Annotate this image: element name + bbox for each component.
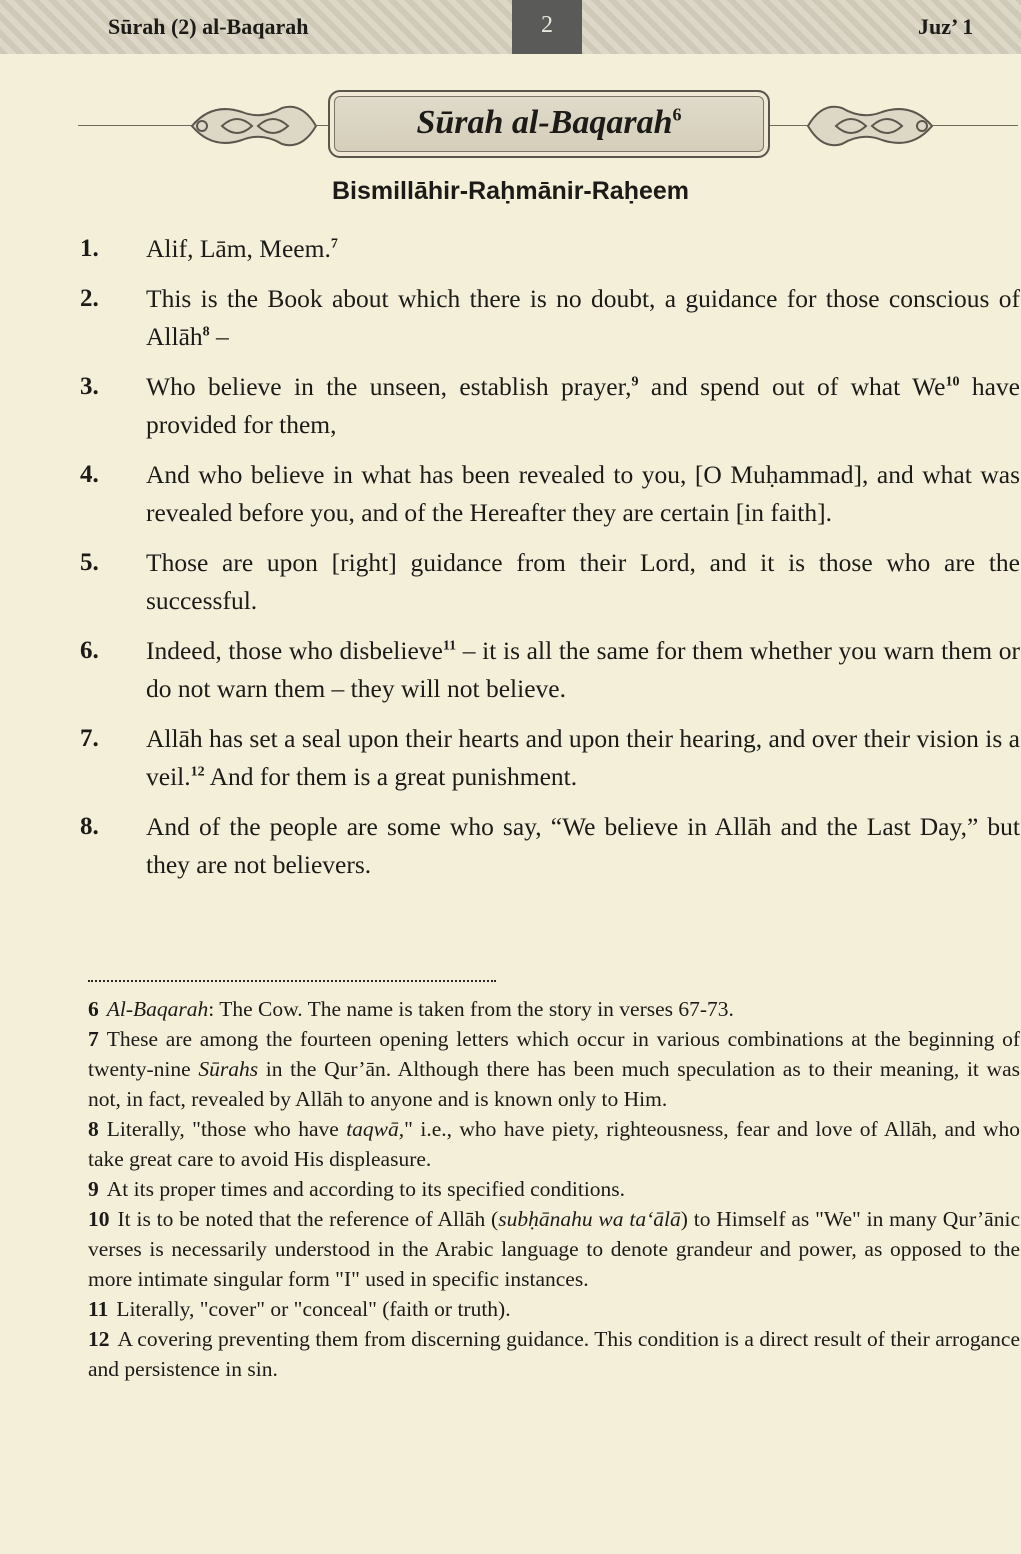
verse: [80, 368, 1020, 444]
verse-number: 2.: [80, 285, 99, 312]
footnote: [88, 994, 1020, 1024]
verse: [80, 808, 1020, 884]
verse-text: [146, 544, 1020, 620]
verse-number: 6.: [80, 637, 99, 664]
text-run: Who believe in the unseen, establish prayer,: [146, 372, 632, 401]
footnote-ref[interactable]: 12: [190, 764, 205, 780]
ornament-right-icon: [802, 98, 942, 154]
text-run: Literally, "cover" or "conceal" (faith or truth).: [116, 1297, 511, 1321]
verse-list: [80, 230, 1020, 896]
footnote-ref[interactable]: 9: [631, 374, 639, 390]
text-run: Alif, Lām, Meem.: [146, 234, 331, 263]
footnote: [88, 1204, 1020, 1294]
text-run: This is the Book about which there is no doubt, a guidance for those conscious of Allāh: [146, 284, 1020, 351]
footnote-ref[interactable]: 8: [202, 324, 210, 340]
verse-text: [146, 720, 1020, 796]
header-juz-label: Juz’ 1: [918, 14, 974, 39]
verse-text: [146, 280, 1020, 356]
footnote: [88, 1174, 1020, 1204]
verse: [80, 632, 1020, 708]
italic-term: subḥānahu wa ta‘ālā: [498, 1207, 681, 1231]
footnote-number: 6: [88, 997, 99, 1021]
footnote-separator: [88, 980, 496, 982]
italic-term: Sūrahs: [198, 1057, 259, 1081]
footnote: [88, 1324, 1020, 1384]
footnote: [88, 1114, 1020, 1174]
text-run: and spend out of what We: [638, 372, 946, 401]
footnote-list: [88, 994, 1020, 1384]
footnote-ref[interactable]: 10: [945, 374, 960, 390]
page-number: 2: [512, 0, 582, 54]
verse-number: 4.: [80, 461, 99, 488]
verse: [80, 544, 1020, 620]
text-run: " i.e., who have piety, righteousness, fear and love of Allāh, and who take great care to avoid His displeasure.: [88, 1117, 1020, 1171]
text-run: – it is all the same for them whether you warn them or do not warn them – they will not believe.: [146, 636, 1020, 703]
text-run: –: [209, 322, 229, 351]
footnote-ref[interactable]: 11: [442, 638, 457, 654]
verse-text: [146, 808, 1020, 884]
verse-number: 7.: [80, 725, 99, 752]
text-run: A covering preventing them from discerning guidance. This condition is a direct result of their arrogance and persistence in sin.: [88, 1327, 1020, 1381]
verse-text: [146, 230, 1020, 268]
verse-number: 8.: [80, 813, 99, 840]
footnote-number: 12: [88, 1327, 110, 1351]
running-header: [0, 0, 1021, 54]
text-run: : The Cow. The name is taken from the story in verses 67-73.: [208, 997, 734, 1021]
italic-term: Al-Baqarah: [106, 997, 209, 1021]
verse: [80, 280, 1020, 356]
footnote: [88, 1294, 1020, 1324]
verse-number: 5.: [80, 549, 99, 576]
footnote-number: 8: [88, 1117, 99, 1141]
footnote-number: 7: [88, 1027, 99, 1051]
text-run: At its proper times and according to its specified conditions.: [106, 1177, 626, 1201]
text-run: Literally, "those who have: [106, 1117, 347, 1141]
verse: [80, 230, 1020, 268]
footnote-ref[interactable]: 7: [330, 236, 338, 252]
footnote-number: 10: [88, 1207, 110, 1231]
text-run: have provided for them,: [146, 372, 1021, 439]
text-run: ) to Himself as "We" in many Qur’ānic verses is necessarily understood in the Arabic language to denote grandeur and power, as opposed to the more intimate singular form "I" used in specific instances.: [88, 1207, 1020, 1291]
text-run: It is to be noted that the reference of Allāh (: [117, 1207, 499, 1231]
text-run: And for them is a great punishment.: [204, 762, 578, 791]
verse-number: 1.: [80, 235, 99, 262]
text-run: Those are upon [right] guidance from their Lord, and it is those who are the successful.: [146, 548, 1020, 615]
text-run: And who believe in what has been revealed to you, [O Muḥammad], and what was revealed before you, and of the Hereafter they are certain [in faith].: [146, 460, 1020, 527]
verse-number: 3.: [80, 373, 99, 400]
text-run: Allāh has set a seal upon their hearts and upon their hearing, and over their vision is a veil.: [146, 724, 1020, 791]
surah-title: [330, 104, 768, 142]
text-run: And of the people are some who say, “We believe in Allāh and the Last Day,” but they are not believers.: [146, 812, 1020, 879]
verse-text: [146, 456, 1020, 532]
footnote-number: 11: [88, 1297, 109, 1321]
text-run: in the Qur’ān. Although there has been much speculation as to their meaning, it was not, in fact, revealed by Allāh to anyone and is known only to Him.: [88, 1057, 1020, 1111]
ornament-left-icon: [182, 98, 322, 154]
footnote: [88, 1024, 1020, 1114]
verse: [80, 720, 1020, 796]
verse-text: [146, 632, 1020, 708]
verse: [80, 456, 1020, 532]
title-footnote-ref[interactable]: 6: [672, 104, 682, 125]
surah-title-text: Sūrah al-Baqarah: [416, 104, 673, 141]
verse-text: [146, 368, 1020, 444]
footnote-number: 9: [88, 1177, 99, 1201]
italic-term: taqwā,: [346, 1117, 405, 1141]
text-run: Indeed, those who disbelieve: [146, 636, 443, 665]
header-surah-label: Sūrah (2) al-Baqarah: [108, 14, 309, 39]
text-run: These are among the fourteen opening letters which occur in various combinations at the beginning of twenty-nine: [88, 1027, 1020, 1081]
title-plaque: [328, 90, 770, 158]
surah-title-band: [78, 86, 1018, 166]
basmala: Bismillāhir-Raḥmānir-Raḥeem: [331, 177, 690, 205]
